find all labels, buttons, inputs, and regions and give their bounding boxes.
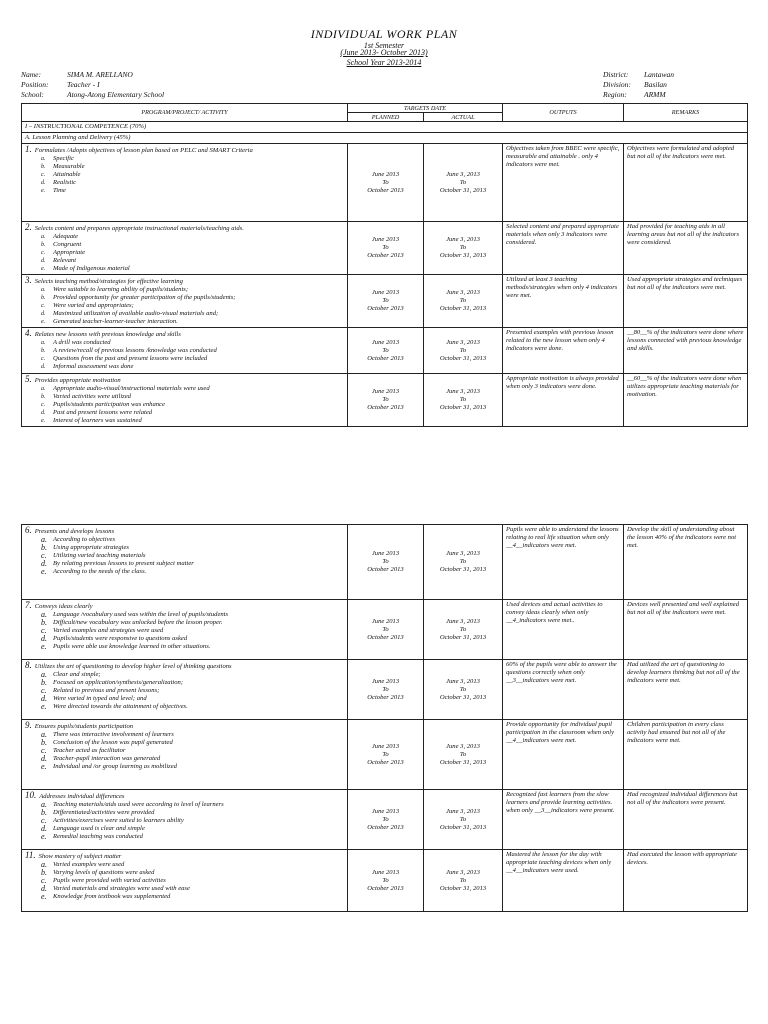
planned-date-cell: June 2013 To October 2013 — [348, 275, 424, 328]
indicator-item: d. Past and present lessons were related — [41, 409, 153, 416]
indicator-item: b. A review/recall of previous lessons /knowledge was conducted — [41, 347, 217, 354]
output-cell: Objectives taken from BBEC were specific, measurable and attainable . only 4 indicators were met. — [503, 144, 624, 222]
page-title: INDIVIDUAL WORK PLAN — [310, 27, 458, 41]
indicator-item: b. Focused on application/synthesis/generalization; — [41, 678, 184, 687]
table-row — [22, 720, 748, 790]
table-row — [22, 850, 748, 912]
col-actual: ACTUAL — [424, 113, 503, 122]
actual-date-cell: June 3, 2013 To October 31, 2013 — [424, 525, 503, 600]
program-title: 1. Formulates /Adopts objectives of lesson plan based on PELC and SMART Criteria — [25, 144, 253, 154]
actual-date-cell: June 3, 2013 To October 31, 2013 — [424, 600, 503, 660]
indicator-item: e. Individual and /or group learning as mobilized — [41, 762, 177, 771]
output-cell: Selected content and prepared appropriate materials when only 3 indicators were considered. — [503, 222, 624, 275]
section-heading: I – INSTRUCTIONAL COMPETENCE (70%) — [22, 122, 748, 133]
planned-date-cell: June 2013 To October 2013 — [348, 525, 424, 600]
indicator-item: e. Knowledge from textbook was supplemented — [41, 892, 171, 901]
actual-date-cell: June 3, 2013 To October 31, 2013 — [424, 275, 503, 328]
program-cell — [22, 275, 348, 328]
program-cell — [22, 720, 348, 790]
actual-date-cell: June 3, 2013 To October 31, 2013 — [424, 222, 503, 275]
indicator-item: e. Made of Indigenous material — [41, 265, 130, 272]
indicator-item: a. Appropriate audio-visual/instructional materials were used — [41, 385, 210, 392]
indicator-item: d. Maximized utilization of available audio-visual materials and; — [41, 310, 219, 317]
program-cell — [22, 660, 348, 720]
work-plan-table-2 — [21, 524, 748, 912]
indicator-item: d. Language used is clear and simple — [41, 824, 145, 833]
actual-date-cell: June 3, 2013 To October 31, 2013 — [424, 374, 503, 427]
indicator-item: b. Differentiated/activities were provided — [41, 808, 155, 817]
col-program: PROGRAM/PROJECT/ ACTIVITY — [22, 104, 348, 122]
planned-date-cell: June 2013 To October 2013 — [348, 600, 424, 660]
remarks-cell: Had recognized individual differences but not all of the indicators were present. — [624, 790, 748, 850]
indicator-item: d. Relevant — [41, 257, 77, 264]
info-row-region: Region: ARMM — [603, 90, 666, 99]
info-row-school: School: Atong-Atong Elementary School — [21, 90, 165, 99]
output-cell: Provide opportunity for individual pupil participation in the classroom when only __4__indicators were met. — [503, 720, 624, 790]
indicator-item: c. Activities/exercises were suited to learners ability — [41, 816, 184, 825]
table-row — [22, 525, 748, 600]
period-label: (June 2013- October 2013) — [340, 48, 428, 57]
output-cell: Presented examples with previous lesson related to the new lesson when only 4 indicators were done. — [503, 328, 624, 374]
remarks-cell: Had provided for teaching aids in all learning areas but not all of the indicators were considered. — [624, 222, 748, 275]
output-cell: Utilized at least 3 teaching methods/strategies when only 4 indicators were met. — [503, 275, 624, 328]
program-title: 4. Relates new lessons with previous knowledge and skills — [25, 328, 181, 338]
actual-date-cell: June 3, 2013 To October 31, 2013 — [424, 660, 503, 720]
indicator-item: a. Teaching materials/aids used were according to level of learners — [41, 800, 224, 809]
planned-date-cell: June 2013 To October 2013 — [348, 144, 424, 222]
indicator-item: b. Conclusion of the lesson was pupil generated — [41, 738, 173, 747]
program-cell — [22, 144, 348, 222]
planned-date-cell: June 2013 To October 2013 — [348, 660, 424, 720]
indicator-item: c. Teacher acted as facilitator — [41, 746, 126, 755]
indicator-item: e. Time — [41, 187, 66, 194]
actual-date-cell: June 3, 2013 To October 31, 2013 — [424, 144, 503, 222]
table-row — [22, 144, 748, 222]
remarks-cell: Objectives were formulated and adopted but not all of the indicators were met. — [624, 144, 748, 222]
info-row-position: Position: Teacher - I — [21, 80, 100, 89]
planned-date-cell: June 2013 To October 2013 — [348, 374, 424, 427]
indicator-item: e. Remedial teaching was conducted — [41, 832, 143, 841]
indicator-item: d. Teacher-pupil interaction was generated — [41, 754, 161, 763]
planned-date-cell: June 2013 To October 2013 — [348, 850, 424, 912]
output-cell: 60% of the pupils were able to answer the questions correctly when only __3__indicators were met. — [503, 660, 624, 720]
indicator-item: a. Varied examples were used — [41, 860, 125, 869]
indicator-item: c. Varied examples and strategies were used — [41, 626, 164, 635]
remarks-cell: Children participation in every class activity had ensured but not all of the indicators were met. — [624, 720, 748, 790]
col-outputs: OUTPUTS — [503, 104, 624, 122]
indicator-item: d. Were varied in typed and level; and — [41, 694, 147, 703]
actual-date-cell: June 3, 2013 To October 31, 2013 — [424, 850, 503, 912]
remarks-cell: Used appropriate strategies and techniques but not all of the indicators were met. — [624, 275, 748, 328]
info-row-name: Name: SIMA M. ARELLANO — [21, 70, 133, 79]
col-planned: PLANNED — [348, 113, 424, 122]
indicator-item: c. Related to previous and present lessons; — [41, 686, 160, 695]
program-title: 9. Ensures pupils/students participation — [25, 720, 134, 730]
planned-date-cell: June 2013 To October 2013 — [348, 222, 424, 275]
indicator-item: e. Were directed towards the attainment of objectives. — [41, 702, 188, 711]
table-row — [22, 275, 748, 328]
indicator-item: b. Measurable — [41, 163, 85, 170]
indicator-item: a. Adequate — [41, 233, 78, 240]
indicator-item: b. Using appropriate strategies — [41, 543, 129, 552]
remarks-cell: Had utilized the art of questioning to develop learners thinking but not all of the indicators were met. — [624, 660, 748, 720]
program-title: 11. Show mastery of subject matter — [25, 850, 122, 860]
info-row-district: District: Lantawan — [603, 70, 675, 79]
remarks-cell: __80__% of the indicators were done where lessons connected with previous knowledge and skills. — [624, 328, 748, 374]
semester-label: 1st Semester — [363, 41, 405, 50]
indicator-item: c. Utilizing varied teaching materials — [41, 551, 146, 560]
indicator-item: a. Specific — [41, 155, 74, 162]
program-cell — [22, 600, 348, 660]
output-cell: Appropriate motivation is always provided when only 3 indicators were done. — [503, 374, 624, 427]
teacher-info — [21, 70, 164, 100]
table-row — [22, 374, 748, 427]
table-row — [22, 222, 748, 275]
table-row — [22, 600, 748, 660]
indicator-item: e. Interest of learners was sustained — [41, 417, 142, 424]
program-cell — [22, 374, 348, 427]
program-cell — [22, 328, 348, 374]
col-targets: TARGETS DATE — [348, 104, 503, 113]
program-cell — [22, 525, 348, 600]
subsection-heading: A. Lesson Planning and Delivery (45%) — [22, 133, 748, 144]
indicator-item: d. Pupils/students were responsive to questions asked — [41, 634, 188, 643]
work-plan-table-1 — [21, 103, 748, 427]
indicator-item: d. Informal assessment was done — [41, 363, 134, 370]
indicator-item: c. Questions from the past and present lessons were included — [41, 355, 208, 362]
program-title: 8. Utilizes the art of questioning to develop higher level of thinking questions — [25, 660, 232, 670]
program-title: 6. Presents and develops lessons — [25, 525, 115, 535]
indicator-item: a. A drill was conducted — [41, 339, 111, 346]
table-row — [22, 328, 748, 374]
table-row — [22, 790, 748, 850]
actual-date-cell: June 3, 2013 To October 31, 2013 — [424, 720, 503, 790]
program-title: 2. Selects content and prepares appropriate instructional materials/teaching aids. — [25, 222, 244, 232]
location-info — [603, 70, 674, 100]
indicator-item: d. Realistic — [41, 179, 77, 186]
indicator-item: c. Attainable — [41, 171, 81, 178]
indicator-item: d. By relating previous lessons to present subject matter — [41, 559, 194, 568]
actual-date-cell: June 3, 2013 To October 31, 2013 — [424, 328, 503, 374]
indicator-item: e. Generated teacher-learner-teacher interaction. — [41, 318, 178, 325]
indicator-item: b. Difficult/new vocabulary was unlocked before the lesson proper. — [41, 618, 223, 627]
output-cell: Mastered the lesson for the day with appropriate teaching devices when only __4__indicators were used. — [503, 850, 624, 912]
info-row-division: Division: Basilan — [603, 80, 667, 89]
indicator-item: b. Congruent — [41, 241, 82, 248]
program-title: 5. Provides appropriate motivation — [25, 374, 121, 384]
indicator-item: c. Pupils were provided with varied activities — [41, 876, 166, 885]
planned-date-cell: June 2013 To October 2013 — [348, 328, 424, 374]
indicator-item: a. According to objectives — [41, 535, 116, 544]
remarks-cell: Had executed the lesson with appropriate devices. — [624, 850, 748, 912]
remarks-cell: __60__% of the indicators were done when utilizes appropriate teaching materials for motivation. — [624, 374, 748, 427]
indicator-item: c. Appropriate — [41, 249, 85, 256]
table-row — [22, 660, 748, 720]
program-cell — [22, 850, 348, 912]
indicator-item: c. Pupils/students participation was enhance — [41, 401, 165, 408]
remarks-cell: Develop the skill of understanding about the lesson 40% of the indicators were not met. — [624, 525, 748, 600]
actual-date-cell: June 3, 2013 To October 31, 2013 — [424, 790, 503, 850]
school-year-label: School Year 2013-2014 — [346, 58, 422, 67]
output-cell: Pupils were able to understand the lessons relating to real life situation when only __4__indicators were met. — [503, 525, 624, 600]
indicator-item: d. Varied materials and strategies were used with ease — [41, 884, 190, 893]
indicator-item: e. Pupils were able use knowledge learned in other situations. — [41, 642, 211, 651]
planned-date-cell: June 2013 To October 2013 — [348, 720, 424, 790]
program-cell — [22, 222, 348, 275]
program-title: 7. Conveys ideas clearly — [25, 600, 93, 610]
indicator-item: b. Provided opportunity for greater participation of the pupils/students; — [41, 294, 236, 301]
output-cell: Used devices and actual activities to convey ideas clearly when only __4_indicators were met.. — [503, 600, 624, 660]
planned-date-cell: June 2013 To October 2013 — [348, 790, 424, 850]
indicator-item: c. Were varied and appropriates; — [41, 302, 134, 309]
indicator-item: a. Clear and simple; — [41, 670, 101, 679]
program-title: 3. Selects teaching method/strategies for effective learning — [25, 275, 183, 285]
program-cell — [22, 790, 348, 850]
indicator-item: a. Language /vocabulary used was within the level of pupils/students — [41, 610, 229, 619]
indicator-item: b. Varied activities were utilized — [41, 393, 131, 400]
indicator-item: a. Were suitable to learning ability of pupils/students; — [41, 286, 189, 293]
program-title: 10. Addresses individual differences — [25, 790, 125, 800]
remarks-cell: Devices well presented and well explained but not all of the indicators were met. — [624, 600, 748, 660]
col-remarks: REMARKS — [624, 104, 748, 122]
indicator-item: b. Varying levels of questions were asked — [41, 868, 155, 877]
output-cell: Recognized fast learners from the slow learners and provide learning activities. when only __3__indicators were present. — [503, 790, 624, 850]
indicator-item: a. There was interactive involvement of learners — [41, 730, 174, 739]
indicator-item: e. According to the needs of the class. — [41, 567, 147, 576]
